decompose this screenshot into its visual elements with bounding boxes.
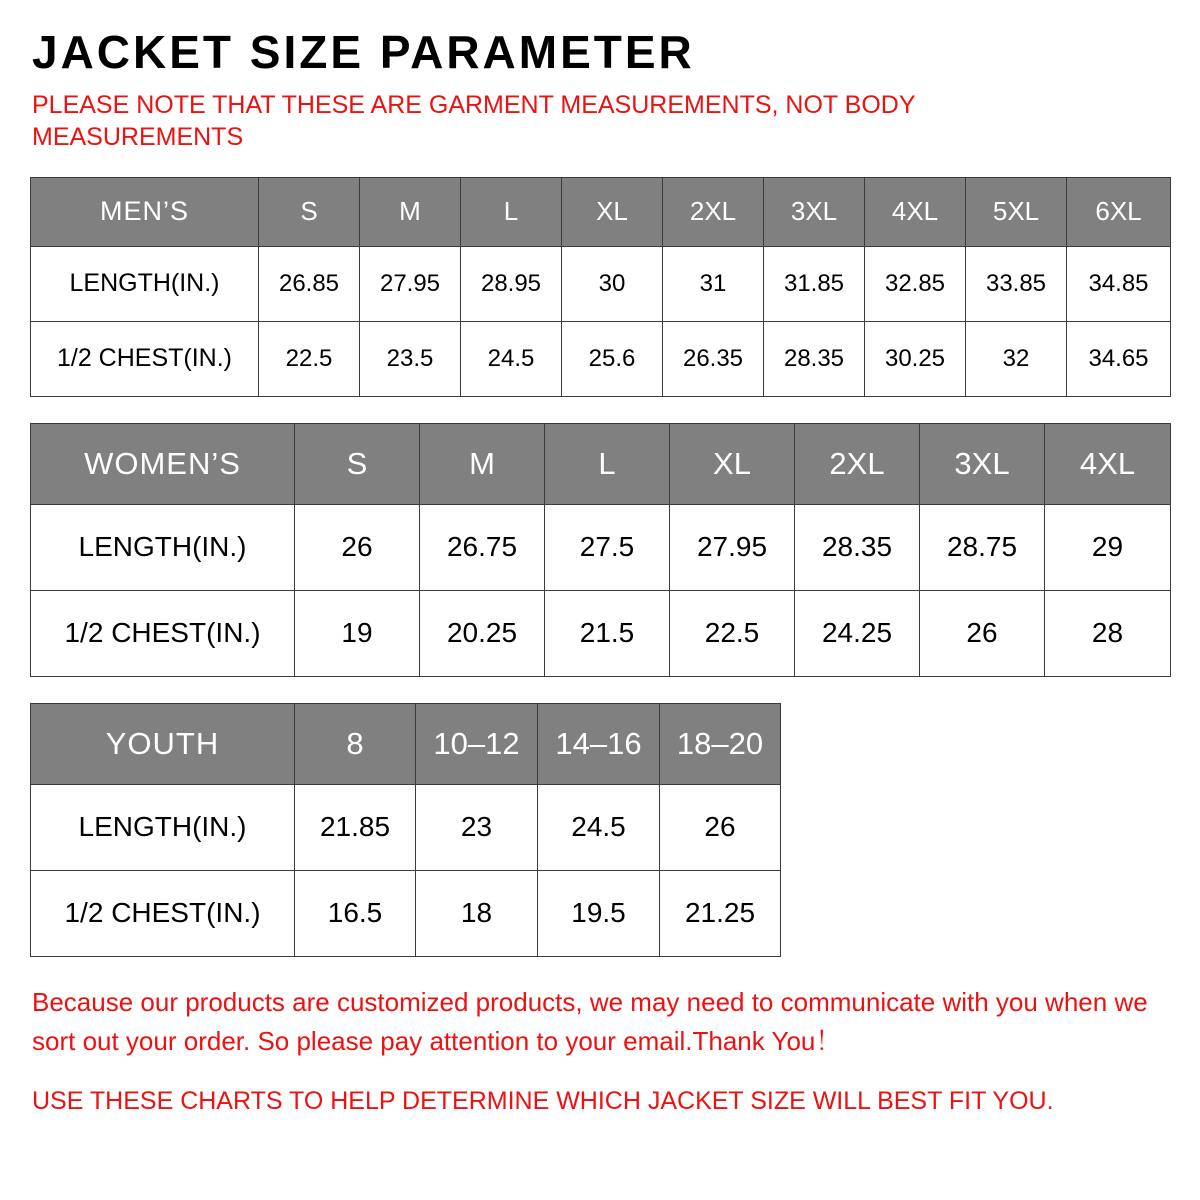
youth-size-table	[30, 703, 781, 957]
youth-size-18-20: 18–20	[660, 703, 781, 784]
garment-measurement-note: PLEASE NOTE THAT THESE ARE GARMENT MEASUREMENTS, NOT BODY MEASUREMENTS	[32, 91, 916, 151]
mens-length-m: 27.95	[360, 246, 461, 321]
mens-chest-6xl: 34.65	[1067, 321, 1171, 396]
mens-length-2xl: 31	[663, 246, 764, 321]
mens-size-4xl: 4XL	[865, 177, 966, 246]
womens-chest-xl: 22.5	[670, 590, 795, 676]
womens-length-l: 27.5	[545, 504, 670, 590]
womens-chest-3xl: 26	[920, 590, 1045, 676]
mens-chest-l: 24.5	[461, 321, 562, 396]
mens-size-3xl: 3XL	[764, 177, 865, 246]
womens-size-3xl: 3XL	[920, 423, 1045, 504]
mens-length-3xl: 31.85	[764, 246, 865, 321]
womens-length-2xl: 28.35	[795, 504, 920, 590]
table-row	[31, 870, 781, 956]
youth-length-18-20: 26	[660, 784, 781, 870]
mens-size-6xl: 6XL	[1067, 177, 1171, 246]
womens-length-3xl: 28.75	[920, 504, 1045, 590]
womens-length-s: 26	[295, 504, 420, 590]
womens-size-4xl: 4XL	[1045, 423, 1171, 504]
mens-size-table	[30, 177, 1171, 397]
youth-size-10-12: 10–12	[416, 703, 538, 784]
youth-length-10-12: 23	[416, 784, 538, 870]
mens-chest-3xl: 28.35	[764, 321, 865, 396]
youth-header-label: YOUTH	[31, 703, 295, 784]
page-title: JACKET SIZE PARAMETER	[32, 26, 695, 78]
mens-chest-m: 23.5	[360, 321, 461, 396]
mens-length-4xl: 32.85	[865, 246, 966, 321]
womens-length-m: 26.75	[420, 504, 545, 590]
womens-size-table	[30, 423, 1171, 677]
womens-header-label: WOMEN’S	[31, 423, 295, 504]
youth-length-14-16: 24.5	[538, 784, 660, 870]
youth-size-8: 8	[295, 703, 416, 784]
table-row	[31, 590, 1171, 676]
youth-chest-label: 1/2 CHEST(IN.)	[31, 870, 295, 956]
table-header-row	[31, 703, 781, 784]
customization-note: Because our products are customized products, we may need to communicate with you when we sort out your order. So please pay attention to your email.Thank You！	[32, 986, 1148, 1056]
womens-chest-s: 19	[295, 590, 420, 676]
womens-size-m: M	[420, 423, 545, 504]
womens-chest-2xl: 24.25	[795, 590, 920, 676]
mens-length-5xl: 33.85	[966, 246, 1067, 321]
mens-size-m: M	[360, 177, 461, 246]
mens-length-s: 26.85	[259, 246, 360, 321]
youth-size-14-16: 14–16	[538, 703, 660, 784]
mens-chest-5xl: 32	[966, 321, 1067, 396]
youth-chest-8: 16.5	[295, 870, 416, 956]
womens-chest-label: 1/2 CHEST(IN.)	[31, 590, 295, 676]
womens-length-label: LENGTH(IN.)	[31, 504, 295, 590]
youth-chest-18-20: 21.25	[660, 870, 781, 956]
womens-chest-4xl: 28	[1045, 590, 1171, 676]
mens-chest-s: 22.5	[259, 321, 360, 396]
mens-chest-4xl: 30.25	[865, 321, 966, 396]
womens-size-l: L	[545, 423, 670, 504]
womens-size-xl: XL	[670, 423, 795, 504]
womens-chest-l: 21.5	[545, 590, 670, 676]
womens-length-xl: 27.95	[670, 504, 795, 590]
womens-chest-m: 20.25	[420, 590, 545, 676]
mens-chest-label: 1/2 CHEST(IN.)	[31, 321, 259, 396]
mens-length-l: 28.95	[461, 246, 562, 321]
table-header-row	[31, 423, 1171, 504]
youth-chest-10-12: 18	[416, 870, 538, 956]
mens-length-label: LENGTH(IN.)	[31, 246, 259, 321]
mens-header-label: MEN’S	[31, 177, 259, 246]
womens-size-s: S	[295, 423, 420, 504]
mens-size-s: S	[259, 177, 360, 246]
mens-chest-2xl: 26.35	[663, 321, 764, 396]
mens-length-xl: 30	[562, 246, 663, 321]
mens-size-l: L	[461, 177, 562, 246]
table-row	[31, 784, 781, 870]
youth-length-8: 21.85	[295, 784, 416, 870]
youth-length-label: LENGTH(IN.)	[31, 784, 295, 870]
chart-usage-note: USE THESE CHARTS TO HELP DETERMINE WHICH JACKET SIZE WILL BEST FIT YOU.	[32, 1086, 1054, 1115]
table-header-row	[31, 177, 1171, 246]
womens-length-4xl: 29	[1045, 504, 1171, 590]
mens-size-5xl: 5XL	[966, 177, 1067, 246]
table-row	[31, 321, 1171, 396]
mens-size-xl: XL	[562, 177, 663, 246]
mens-chest-xl: 25.6	[562, 321, 663, 396]
mens-length-6xl: 34.85	[1067, 246, 1171, 321]
table-row	[31, 504, 1171, 590]
youth-chest-14-16: 19.5	[538, 870, 660, 956]
table-row	[31, 246, 1171, 321]
mens-size-2xl: 2XL	[663, 177, 764, 246]
womens-size-2xl: 2XL	[795, 423, 920, 504]
